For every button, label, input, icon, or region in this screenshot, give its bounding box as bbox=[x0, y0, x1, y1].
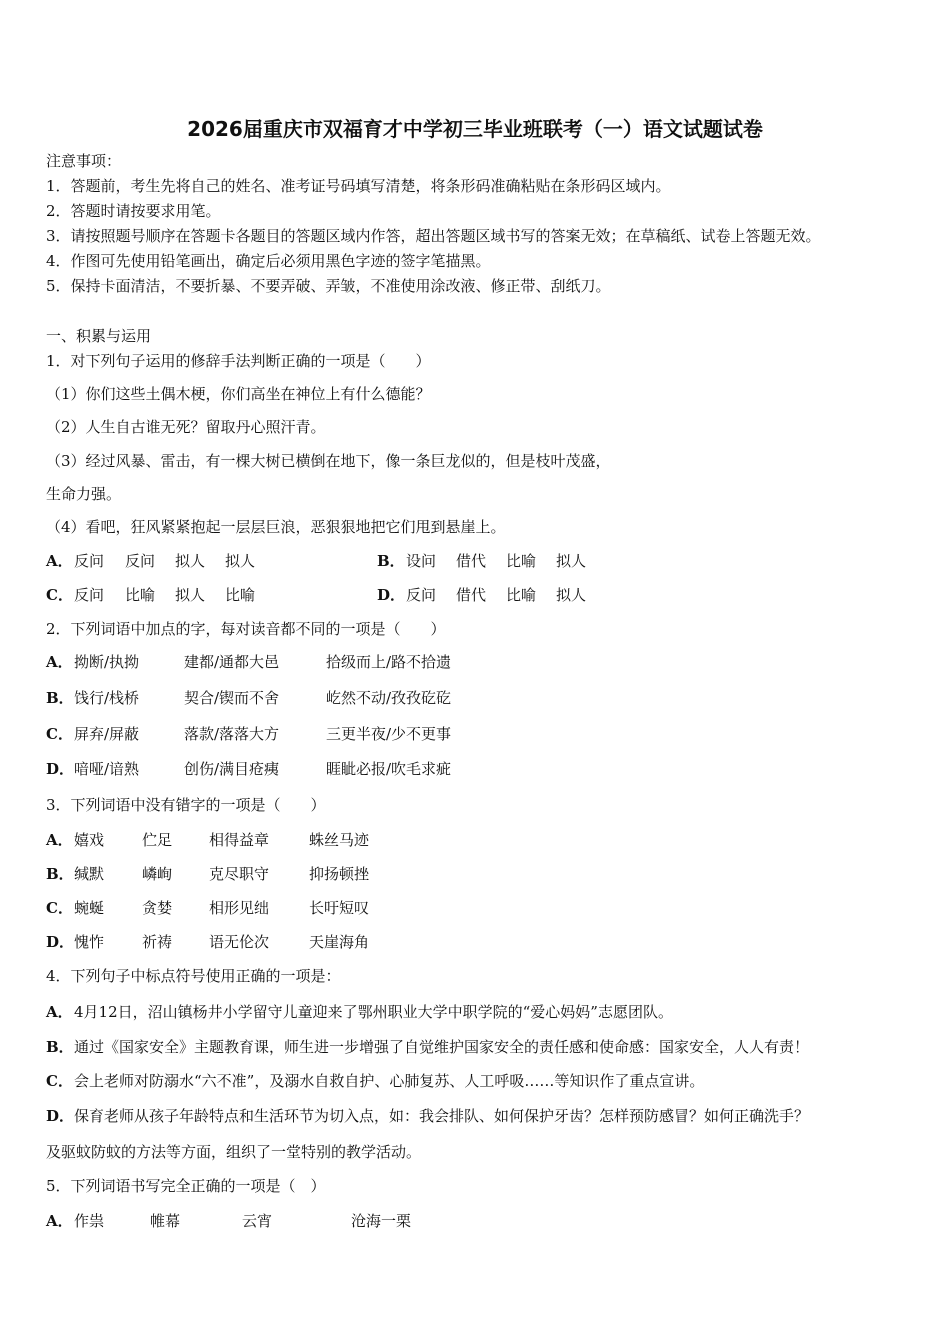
option-word: 愧怍 bbox=[74, 933, 105, 951]
option-word: 反问 bbox=[74, 552, 105, 570]
option-word: 三更半夜/少不更事 bbox=[326, 725, 452, 743]
option-word: 比喻 bbox=[506, 586, 537, 604]
option-letter: B． bbox=[46, 1038, 74, 1056]
option-word: 伫足 bbox=[142, 831, 173, 849]
option-word: 贪婪 bbox=[142, 899, 173, 917]
option-word: 饯行/栈桥 bbox=[74, 689, 140, 707]
option-text: 保育老师从孩子年龄特点和生活环节为切入点，如：我会排队、如何保护牙齿？怎样预防感冒？如何正确洗手？ bbox=[74, 1107, 810, 1125]
option-text-continued: 及驱蚊防蚊的方法等方面，组织了一堂特别的教学活动。 bbox=[46, 1143, 422, 1161]
option-word: 拟人 bbox=[175, 552, 206, 570]
option-word: 屏弃/屏蔽 bbox=[74, 725, 140, 743]
option-word: 喑哑/谙熟 bbox=[74, 760, 140, 778]
question-stem: 5．下列词语书写完全正确的一项是（ ） bbox=[46, 1177, 326, 1195]
option-word: 拾级而上/路不拾遗 bbox=[326, 653, 452, 671]
page-title: 2026届重庆市双福育才中学初三毕业班联考（一）语文试题试卷 bbox=[187, 117, 763, 141]
option-letter: D． bbox=[377, 586, 406, 604]
option-word: 作祟 bbox=[74, 1212, 105, 1230]
option-word: 语无伦次 bbox=[209, 933, 270, 951]
sentence: 生命力强。 bbox=[46, 485, 122, 503]
option-word: 落款/落落大方 bbox=[184, 725, 280, 743]
option-word: 反问 bbox=[125, 552, 156, 570]
option-word: 借代 bbox=[456, 586, 487, 604]
option-word: 蜿蜒 bbox=[74, 899, 105, 917]
option-letter: B． bbox=[46, 865, 74, 883]
option-text: 会上老师对防溺水“六不准”，及溺水自救自护、心肺复苏、人工呼吸……等知识作了重点宣讲。 bbox=[74, 1072, 705, 1090]
sentence: （2）人生自古谁无死？留取丹心照汗青。 bbox=[46, 418, 326, 436]
option-word: 天崖海角 bbox=[309, 933, 370, 951]
notice-item: 3．请按照题号顺序在答题卡各题目的答题区域内作答，超出答题区域书写的答案无效；在草稿纸、试卷上答题无效。 bbox=[46, 227, 821, 245]
sentence: （4）看吧，狂风紧紧抱起一层层巨浪，恶狠狠地把它们甩到悬崖上。 bbox=[46, 518, 506, 536]
option-word: 比喻 bbox=[125, 586, 156, 604]
sentence: （1）你们这些土偶木梗，你们高坐在神位上有什么德能？ bbox=[46, 385, 431, 403]
question-stem: 2．下列词语中加点的字，每对读音都不同的一项是（ ） bbox=[46, 620, 446, 638]
option-word: 祈祷 bbox=[142, 933, 173, 951]
option-letter: C． bbox=[46, 725, 73, 743]
option-word: 契合/锲而不舍 bbox=[184, 689, 280, 707]
option-word: 相形见绌 bbox=[209, 899, 270, 917]
notice-item: 1．答题前，考生先将自己的姓名、准考证号码填写清楚，将条形码准确粘贴在条形码区域内。 bbox=[46, 177, 671, 195]
option-letter: D． bbox=[46, 933, 75, 951]
notice-heading: 注意事项： bbox=[46, 152, 122, 170]
option-word: 比喻 bbox=[506, 552, 537, 570]
option-word: 拗断/执拗 bbox=[74, 653, 140, 671]
section-heading: 一、积累与运用 bbox=[46, 327, 152, 345]
option-word: 蛛丝马迹 bbox=[309, 831, 370, 849]
notice-item: 2．答题时请按要求用笔。 bbox=[46, 202, 221, 220]
option-word: 长吁短叹 bbox=[309, 899, 370, 917]
option-word: 抑扬顿挫 bbox=[309, 865, 370, 883]
option-word: 嬉戏 bbox=[74, 831, 105, 849]
option-word: 拟人 bbox=[556, 586, 587, 604]
question-stem: 3．下列词语中没有错字的一项是（ ） bbox=[46, 796, 326, 814]
notice-item: 4．作图可先使用铅笔画出，确定后必须用黑色字迹的签字笔描黑。 bbox=[46, 252, 491, 270]
option-word: 相得益章 bbox=[209, 831, 270, 849]
question-stem: 4．下列句子中标点符号使用正确的一项是： bbox=[46, 967, 341, 985]
option-word: 设问 bbox=[406, 552, 437, 570]
option-word: 借代 bbox=[456, 552, 487, 570]
option-word: 反问 bbox=[406, 586, 437, 604]
option-word: 比喻 bbox=[225, 586, 256, 604]
option-letter: A． bbox=[46, 831, 73, 849]
option-word: 拟人 bbox=[225, 552, 256, 570]
option-word: 嶙峋 bbox=[142, 865, 173, 883]
option-letter: C． bbox=[46, 1072, 73, 1090]
option-word: 缄默 bbox=[74, 865, 105, 883]
option-letter: C． bbox=[46, 899, 73, 917]
option-word: 云宵 bbox=[242, 1212, 273, 1230]
option-letter: C． bbox=[46, 586, 73, 604]
option-word: 睚眦必报/吹毛求疵 bbox=[326, 760, 452, 778]
option-letter: D． bbox=[46, 1107, 75, 1125]
option-word: 建都/通都大邑 bbox=[184, 653, 280, 671]
option-letter: A． bbox=[46, 552, 73, 570]
option-text: 通过《国家安全》主题教育课，师生进一步增强了自觉维护国家安全的责任感和使命感：国家安全，人人有责！ bbox=[74, 1038, 810, 1056]
option-text: 4月12日，沼山镇杨井小学留守儿童迎来了鄂州职业大学中职学院的“爱心妈妈”志愿团队。 bbox=[74, 1003, 673, 1021]
option-word: 拟人 bbox=[175, 586, 206, 604]
notice-item: 5．保持卡面清洁，不要折暴、不要弄破、弄皱，不准使用涂改液、修正带、刮纸刀。 bbox=[46, 277, 611, 295]
option-word: 拟人 bbox=[556, 552, 587, 570]
option-letter: B． bbox=[46, 689, 74, 707]
option-letter: A． bbox=[46, 1212, 73, 1230]
question-stem: 1．对下列句子运用的修辞手法判断正确的一项是（ ） bbox=[46, 352, 431, 370]
option-word: 克尽职守 bbox=[209, 865, 270, 883]
option-letter: D． bbox=[46, 760, 75, 778]
sentence: （3）经过风暴、雷击，有一棵大树已横倒在地下，像一条巨龙似的，但是枝叶茂盛， bbox=[46, 452, 611, 470]
option-word: 帷幕 bbox=[150, 1212, 181, 1230]
option-word: 屹然不动/孜孜矻矻 bbox=[326, 689, 452, 707]
option-word: 创伤/满目疮痍 bbox=[184, 760, 280, 778]
option-letter: B． bbox=[377, 552, 405, 570]
option-word: 反问 bbox=[74, 586, 105, 604]
option-letter: A． bbox=[46, 1003, 73, 1021]
option-letter: A． bbox=[46, 653, 73, 671]
option-word: 沧海一栗 bbox=[351, 1212, 412, 1230]
